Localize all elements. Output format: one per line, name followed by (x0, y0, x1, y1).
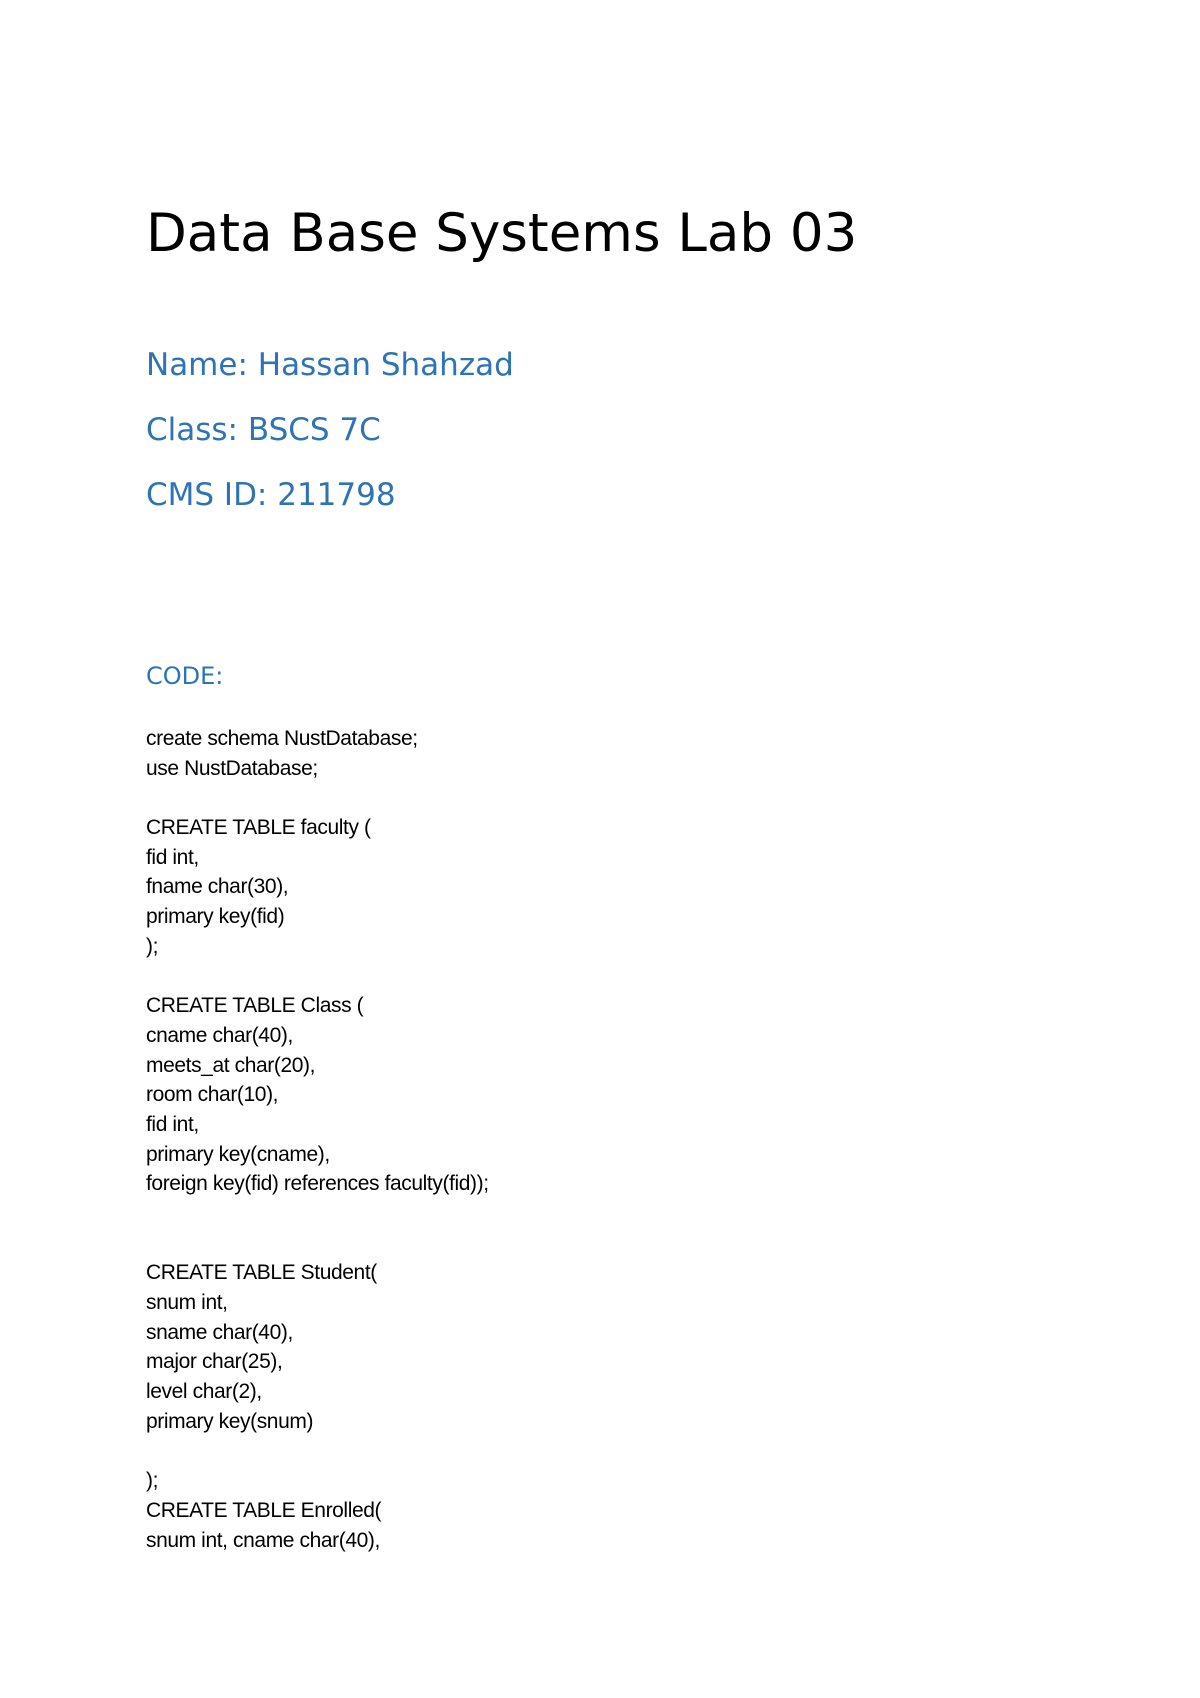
code-line: level char(2), (146, 1380, 262, 1404)
document-title: Data Base Systems Lab 03 (146, 203, 858, 264)
code-line: snum int, cname char(40), (146, 1528, 380, 1552)
code-line: room char(10), (146, 1083, 279, 1107)
code-line: sname char(40), (146, 1320, 293, 1344)
code-line: snum int, (146, 1291, 228, 1315)
student-name: Name: Hassan Shahzad (146, 347, 514, 383)
code-line (146, 1437, 1106, 1467)
code-line: fid int, (146, 845, 199, 869)
code-line (146, 1229, 1106, 1259)
code-line: create schema NustDatabase; (146, 727, 418, 750)
code-line: CREATE TABLE Class ( (146, 994, 364, 1018)
code-line: primary key(cname), (146, 1142, 330, 1166)
code-line (146, 962, 1106, 992)
code-line: ); (146, 934, 159, 958)
code-line (146, 1199, 1106, 1229)
student-class: Class: BSCS 7C (146, 412, 381, 448)
code-line: primary key(snum) (146, 1409, 314, 1433)
code-line: CREATE TABLE Enrolled( (146, 1498, 382, 1522)
student-cms-id: CMS ID: 211798 (146, 477, 396, 513)
code-line: foreign key(fid) references faculty(fid)); (146, 1172, 489, 1196)
code-line: CREATE TABLE faculty ( (146, 816, 371, 840)
code-line (146, 783, 1106, 813)
code-heading: CODE: (146, 662, 224, 690)
code-line: CREATE TABLE Student( (146, 1261, 377, 1285)
code-line: cname char(40), (146, 1023, 293, 1047)
code-line: major char(25), (146, 1350, 283, 1374)
code-line: use NustDatabase; (146, 756, 318, 780)
code-line: primary key(fid) (146, 905, 285, 929)
code-block (146, 724, 1106, 1555)
code-line: meets_at char(20), (146, 1053, 316, 1077)
code-line: fname char(30), (146, 875, 289, 899)
code-line: fid int, (146, 1112, 199, 1136)
code-line: ); (146, 1469, 159, 1493)
